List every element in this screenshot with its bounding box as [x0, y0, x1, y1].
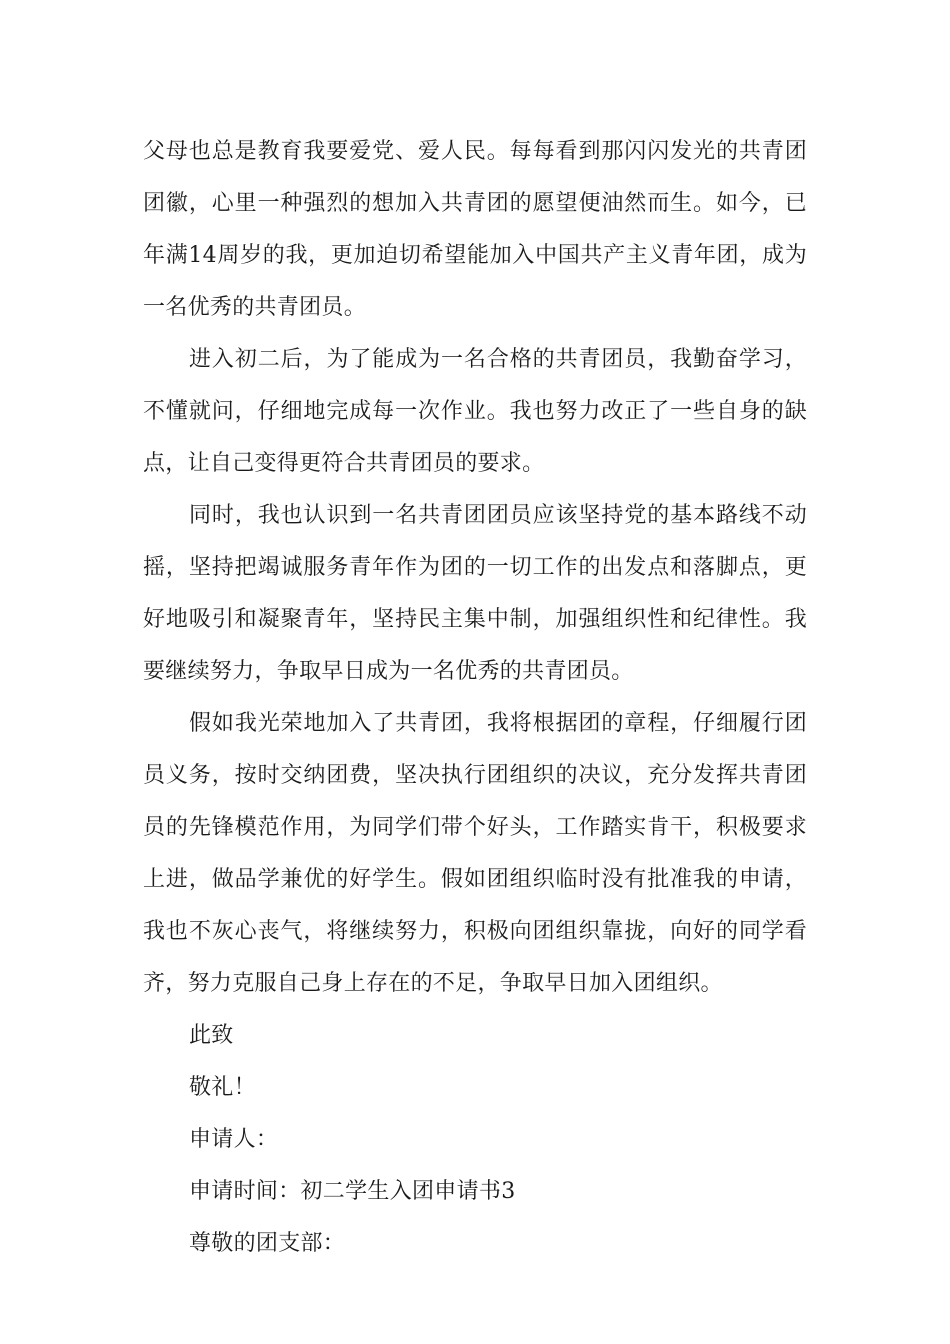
applicant-line: 申请人：	[189, 1127, 279, 1152]
closing-regards: 敬礼！	[189, 1075, 256, 1100]
date-line: 申请时间：初二学生入团申请书3	[189, 1179, 516, 1204]
paragraph-1: 父母也总是教育我要爱党、爱人民。每每看到那闪闪发光的共青团团徽，心里一种强烈的想加入共青团的愿望便油然而生。如今，已年满14周岁的我，更加迫切希望能加入中国共产主义青年团，成为一名优秀的共青团员。	[143, 139, 807, 320]
paragraph-2: 进入初二后，为了能成为一名合格的共青团员，我勤奋学习，不懂就问，仔细地完成每一次作业。我也努力改正了一些自身的缺点，让自己变得更符合共青团员的要求。	[143, 347, 807, 476]
document-body	[143, 126, 807, 1270]
paragraph-3: 同时，我也认识到一名共青团团员应该坚持党的基本路线不动摇，坚持把竭诚服务青年作为团的一切工作的出发点和落脚点，更好地吸引和凝聚青年，坚持民主集中制，加强组织性和纪律性。我要继续努力，争取早日成为一名优秀的共青团员。	[143, 503, 807, 684]
next-greeting: 尊敬的团支部：	[189, 1231, 346, 1256]
paragraph-4: 假如我光荣地加入了共青团，我将根据团的章程，仔细履行团员义务，按时交纳团费，坚决执行团组织的决议，充分发挥共青团员的先锋模范作用，为同学们带个好头，工作踏实肯干，积极要求上进，做品学兼优的好学生。假如团组织临时没有批准我的申请，我也不灰心丧气，将继续努力，积极向团组织靠拢，向好的同学看齐，努力克服自己身上存在的不足，争取早日加入团组织。	[143, 711, 807, 996]
closing-salutation: 此致	[189, 1023, 234, 1048]
